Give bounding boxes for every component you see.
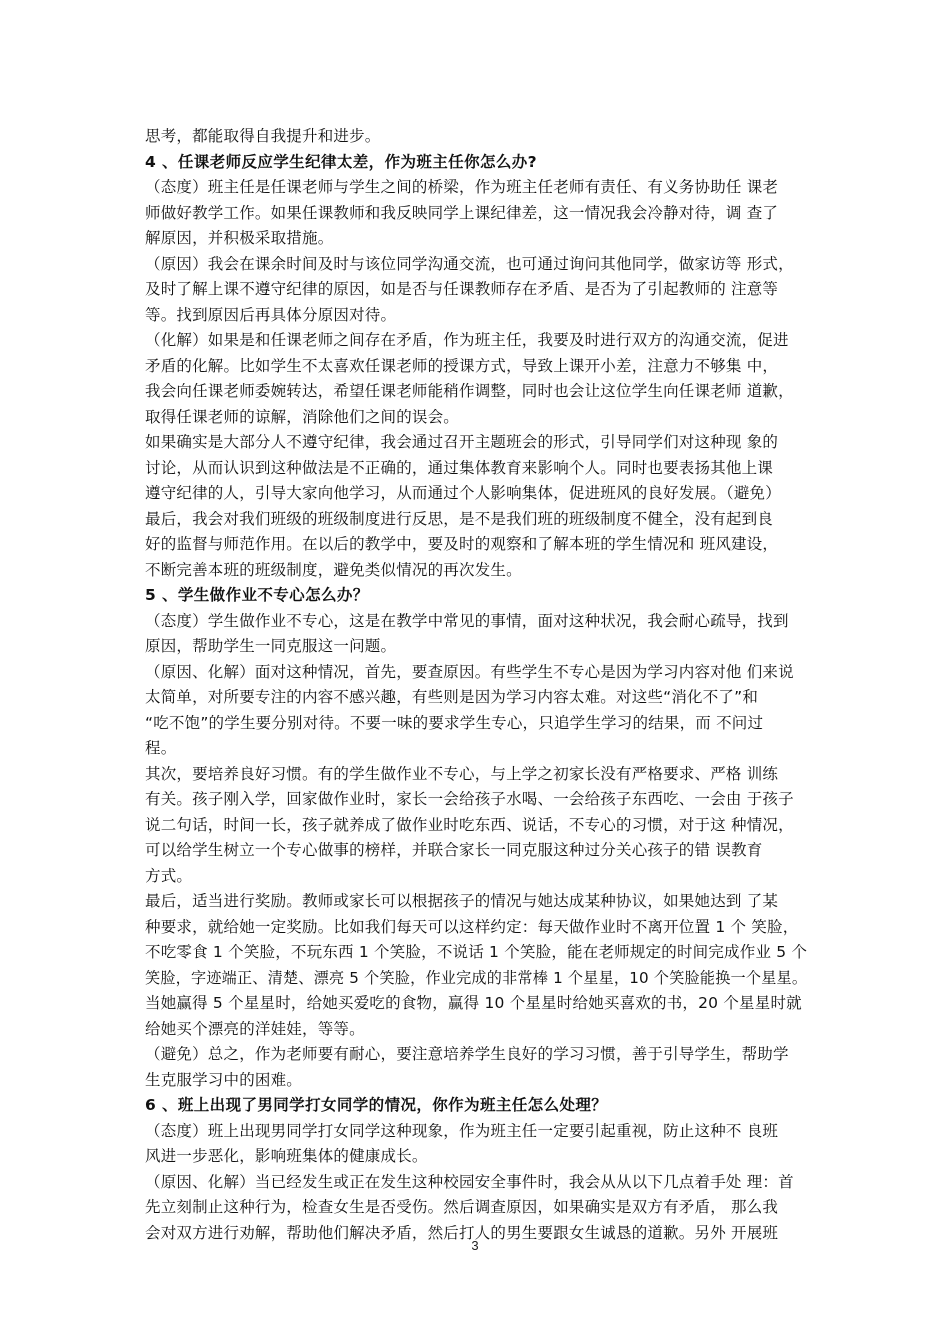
- body-text-line: （态度）班主任是任课老师与学生之间的桥梁，作为班主任老师有责任、有义务协助任 课老: [145, 178, 779, 196]
- body-text-line: 笑脸，字迹端正、清楚、漂亮 5 个笑脸，作业完成的非常棒 1 个星星，10 个笑脸能换一个星星。: [145, 968, 808, 987]
- body-text-line: 好的监督与师范作用。在以后的教学中，要及时的观察和了解本班的学生情况和 班风建设，: [145, 535, 779, 553]
- body-text-line: 有关。孩子刚入学，回家做作业时，家长一会给孩子水喝、一会给孩子东西吃、一会由 于孩子: [145, 790, 794, 808]
- body-text-line: （原因、化解）面对这种情况，首先，要查原因。有些学生不专心是因为学习内容对他 们来说: [145, 662, 794, 681]
- body-text-line: 思考，都能取得自我提升和进步。: [145, 127, 381, 145]
- body-text-line: 不断完善本班的班级制度，避免类似情况的再次发生。: [145, 560, 522, 579]
- page-number: 3: [471, 1238, 479, 1253]
- body-text-line: 方式。: [145, 866, 193, 885]
- body-text-line: 如果确实是大部分人不遵守纪律，我会通过召开主题班会的形式，引导同学们对这种现 象的: [145, 433, 779, 451]
- section-heading: 5 、学生做作业不专心怎么办？: [145, 586, 369, 604]
- body-text-line: （原因、化解）当已经发生或正在发生这种校园安全事件时，我会从从以下几点着手处 理：首: [145, 1172, 794, 1191]
- body-text-line: 说二句话，时间一长，孩子就养成了做作业时吃东西、说话，不专心的习惯，对于这 种情况，: [145, 815, 794, 834]
- document-body: [145, 124, 807, 1246]
- body-text-line: 取得任课老师的谅解，消除他们之间的误会。: [145, 407, 460, 426]
- section-heading: 4 、任课老师反应学生纪律太差，作为班主任你怎么办?: [145, 152, 538, 171]
- body-text-line: 原因，帮助学生一同克服这一问题。: [145, 637, 397, 655]
- body-text-line: 及时了解上课不遵守纪律的原因，如是否与任课教师存在矛盾、是否为了引起教师的 注意等: [145, 280, 779, 298]
- body-text-line: 先立刻制止这种行为，检查女生是否受伤。然后调查原因，如果确实是双方有矛盾， 那么我: [145, 1198, 779, 1216]
- body-text-line: 矛盾的化解。比如学生不太喜欢任课老师的授课方式，导致上课开小差，注意力不够集 中，: [145, 356, 779, 375]
- section-heading: 6 、班上出现了男同学打女同学的情况，你作为班主任怎么处理？: [145, 1096, 608, 1114]
- body-text-line: 解原因，并积极采取措施。: [145, 229, 334, 247]
- body-text-line: 最后，我会对我们班级的班级制度进行反思，是不是我们班的班级制度不健全，没有起到良: [145, 509, 774, 528]
- body-text-line: 最后，适当进行奖励。教师或家长可以根据孩子的情况与她达成某种协议，如果她达到 了某: [145, 892, 779, 910]
- body-text-line: 太简单，对所要专注的内容不感兴趣，有些则是因为学习内容太难。对这些“消化不了”和: [145, 688, 759, 706]
- body-text-line: （化解）如果是和任课老师之间存在矛盾，作为班主任，我要及时进行双方的沟通交流，促进: [145, 331, 789, 349]
- body-text-line: （原因）我会在课余时间及时与该位同学沟通交流，也可通过询问其他同学，做家访等 形式，: [145, 254, 794, 273]
- body-text-line: 可以给学生树立一个专心做事的榜样，并联合家长一同克服这种过分关心孩子的错 误教育: [145, 841, 763, 859]
- body-text-line: 我会向任课老师委婉转达，希望任课老师能稍作调整，同时也会让这位学生向任课老师 道歉，: [145, 382, 794, 400]
- body-text-line: 程。: [145, 739, 177, 757]
- body-text-line: 种要求，就给她一定奖励。比如我们每天可以这样约定：每天做作业时不离开位置 1 个 笑脸，: [145, 917, 799, 936]
- body-text-line: 会对双方进行劝解，帮助他们解决矛盾，然后打人的男生要跟女生诚恳的道歉。另外 开展班: [145, 1223, 779, 1242]
- body-text-line: （避免）总之，作为老师要有耐心，要注意培养学生良好的学习习惯，善于引导学生，帮助学: [145, 1045, 789, 1063]
- body-text-line: 等。找到原因后再具体分原因对待。: [145, 305, 397, 324]
- body-text-line: “吃不饱”的学生要分别对待。不要一味的要求学生专心，只追学生学习的结果，而 不问过: [145, 713, 764, 732]
- body-text-line: 遵守纪律的人，引导大家向他学习，从而通过个人影响集体，促进班风的良好发展。（避免）: [145, 484, 781, 502]
- body-text-line: 当她赢得 5 个星星时，给她买爱吃的食物，赢得 10 个星星时给她买喜欢的书，20 个星星时就: [145, 994, 802, 1012]
- body-text-line: （态度）班上出现男同学打女同学这种现象，作为班主任一定要引起重视，防止这种不 良班: [145, 1121, 779, 1140]
- body-text-line: （态度）学生做作业不专心，这是在教学中常见的事情，面对这种状况，我会耐心疏导，找到: [145, 611, 789, 630]
- body-text-line: 给她买个漂亮的洋娃娃，等等。: [145, 1019, 365, 1038]
- body-text-line: 讨论，从而认识到这种做法是不正确的，通过集体教育来影响个人。同时也要表扬其他上课: [145, 458, 774, 477]
- body-text-line: 不吃零食 1 个笑脸，不玩东西 1 个笑脸，不说话 1 个笑脸，能在老师规定的时间完成作业 5 个: [145, 943, 808, 961]
- body-text-line: 生克服学习中的困难。: [145, 1070, 303, 1089]
- body-text-line: 其次，要培养良好习惯。有的学生做作业不专心，与上学之初家长没有严格要求、严格 训练: [145, 764, 779, 783]
- body-text-line: 师做好教学工作。如果任课教师和我反映同学上课纪律差，这一情况我会冷静对待，调 查了: [145, 203, 779, 222]
- body-text-line: 风进一步恶化，影响班集体的健康成长。: [145, 1147, 428, 1165]
